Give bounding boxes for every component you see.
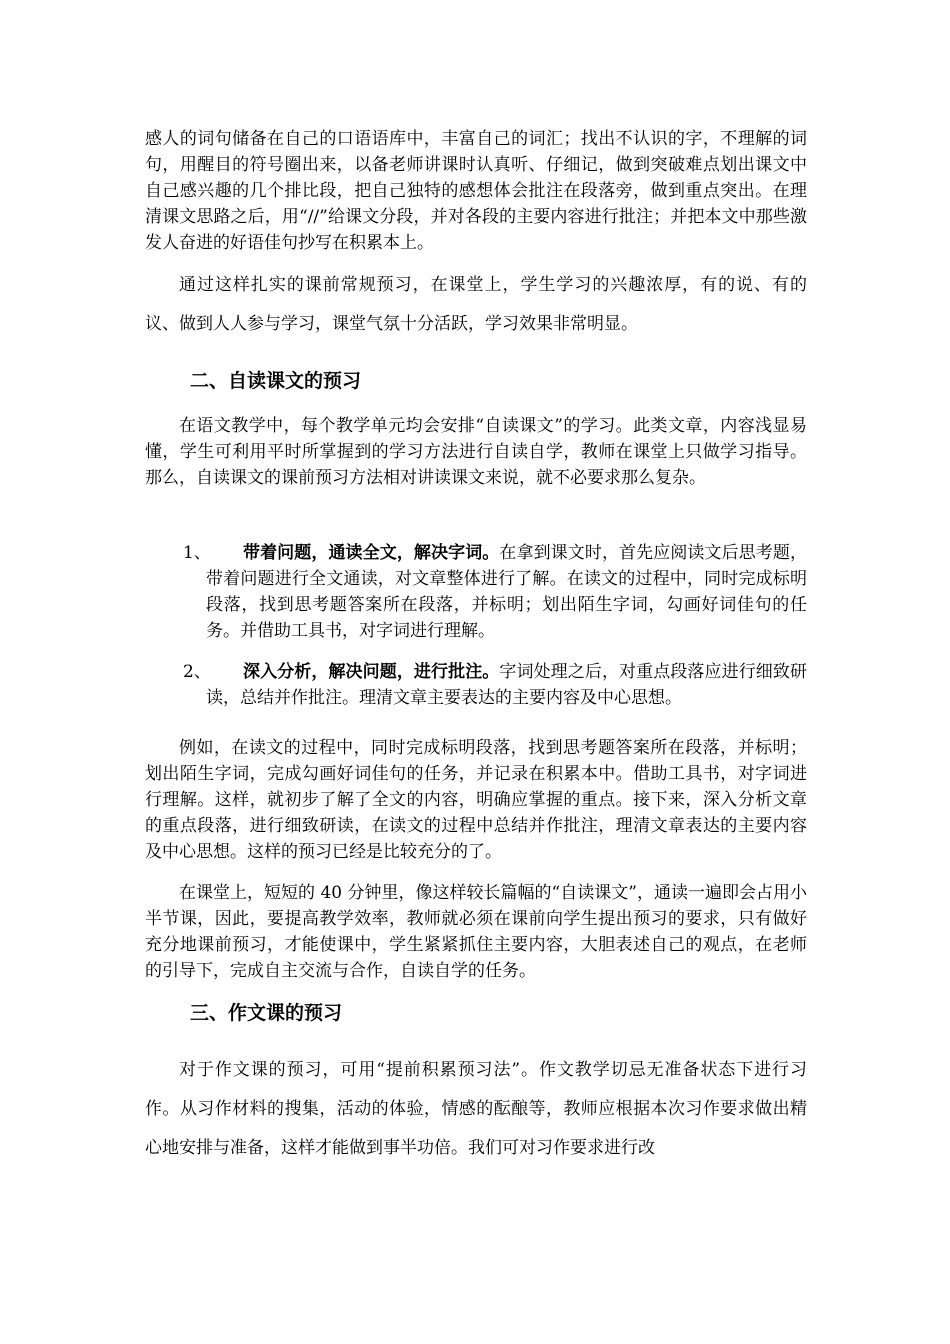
paragraph-composition-intro: 对于作文课的预习，可用“提前积累预习法”。作文教学切忌无准备状态下进行习作。从习作材料的搜集，活动的体验，情感的酝酿等，教师应根据本次习作要求做出精心地安排与准备，这样才能做到事半功倍。我们可对习作要求进行改 <box>145 1060 807 1158</box>
list-item-1 <box>183 540 807 644</box>
section-heading-self-reading: 二、自读课文的预习 <box>190 370 362 392</box>
list-item-text: 在拿到课文时，首先应阅读文后思考题，带着问题进行全文通读，对文章整体进行了解。在读文的过程中，同时完成标明段落，找到思考题答案所在段落，并标明；划出陌生字词，勾画好词佳句的任务。并借助工具书，对字词进行理解。 <box>206 543 807 641</box>
section-heading-composition: 三、作文课的预习 <box>190 1002 343 1024</box>
list-item-title: 深入分析，解决问题，进行批注。 <box>243 662 500 682</box>
list-item-title: 带着问题，通读全文，解决字词。 <box>243 543 500 563</box>
paragraph-example: 例如，在读文的过程中，同时完成标明段落，找到思考题答案所在段落，并标明；划出陌生字词，完成勾画好词佳句的任务，并记录在积累本中。借助工具书，对字词进行理解。这样，就初步了解了全文的内容，明确应掌握的重点。接下来，深入分析文章的重点段落，进行细致研读，在读文的过程中总结并作批注，理清文章表达的主要内容及中心思想。这样的预习已经是比较充分的了。 <box>145 738 807 862</box>
paragraph-class-time: 在课堂上，短短的 40 分钟里，像这样较长篇幅的“自读课文”，通读一遍即会占用小半节课，因此，要提高教学效率，教师就必须在课前向学生提出预习的要求，只有做好充分地课前预习，才能使课中，学生紧紧抓住主要内容，大胆表述自己的观点，在老师的引导下，完成自主交流与合作，自读自学的任务。 <box>145 883 807 981</box>
list-item-body <box>206 540 807 644</box>
list-item-body <box>206 659 807 711</box>
paragraph-self-reading-intro: 在语文教学中，每个教学单元均会安排“自读课文”的学习。此类文章，内容浅显易懂，学生可利用平时所掌握到的学习方法进行自读自学，教师在课堂上只做学习指导。那么，自读课文的课前预习方法相对讲读课文来说，就不必要求那么复杂。 <box>145 416 807 488</box>
list-item-text: 字词处理之后，对重点段落应进行细致研读，总结并作批注。理清文章主要表达的主要内容及中心思想。 <box>206 662 807 708</box>
paragraph-vocabulary-preparation: 感人的词句储备在自己的口语语库中，丰富自己的词汇；找出不认识的字，不理解的词句，用醒目的符号圈出来，以备老师讲课时认真听、仔细记，做到突破难点划出课文中自己感兴趣的几个排比段，把自己独特的感想体会批注在段落旁，做到重点突出。在理清课文思路之后，用“//”给课文分段，并对各段的主要内容进行批注；并把本文中那些激发人奋进的好语佳句抄写在积累本上。 <box>145 129 807 253</box>
paragraph-classroom-effect: 通过这样扎实的课前常规预习，在课堂上，学生学习的兴趣浓厚，有的说、有的议、做到人人参与学习，课堂气氛十分活跃，学习效果非常明显。 <box>145 275 807 334</box>
list-item-2 <box>183 659 807 711</box>
list-item-number: 1、 <box>183 543 211 563</box>
list-item-number: 2、 <box>183 662 211 682</box>
